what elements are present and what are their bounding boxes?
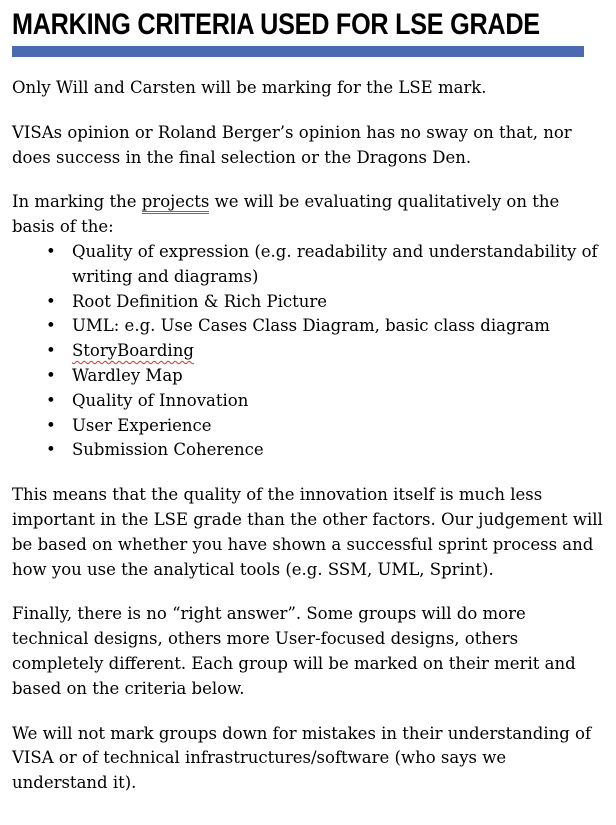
paragraph-evaluating-basis: [12, 190, 604, 240]
paragraph-no-markdown-for-mistakes: We will not mark groups down for mistakes in their understanding of VISA or of technical infrastructures/software (who says we understand it).: [12, 723, 592, 793]
page-title-text: MARKING CRITERIA USED FOR LSE GRADE: [12, 8, 540, 41]
paragraph-marking-by: Only Will and Carsten will be marking for the LSE mark.: [12, 78, 487, 97]
criteria-item-submission-coherence: • Submission Coherence: [72, 438, 604, 463]
criteria-item-user-experience: • User Experience: [72, 414, 604, 439]
grammar-flagged-word: projects: [142, 192, 210, 214]
criteria-list: [12, 240, 604, 463]
criteria-item-root-definition: • Root Definition & Rich Picture: [72, 290, 604, 315]
paragraph-evaluating-basis-tail: we will be evaluating qualitatively on the basis of the:: [12, 192, 560, 237]
paragraph-no-right-answer: Finally, there is no “right answer”. Some groups will do more technical designs, others more User-focused designs, others completely different. Each group will be marked on their merit and based on the criteria below.: [12, 604, 576, 698]
paragraph-no-sway: VISAs opinion or Roland Berger’s opinion has no sway on that, nor does success in the final selection or the Dragons Den.: [12, 122, 572, 167]
criteria-item-uml: • UML: e.g. Use Cases Class Diagram, basic class diagram: [72, 314, 604, 339]
criteria-item-quality-of-innovation: • Quality of Innovation: [72, 389, 604, 414]
title-underline-bar: [12, 46, 584, 57]
paragraph-evaluating-basis-lead: In marking the: [12, 192, 142, 212]
page-title: [12, 9, 604, 40]
criteria-item-wardley-map: • Wardley Map: [72, 364, 604, 389]
paragraph-innovation-weight: This means that the quality of the innovation itself is much less important in the LSE grade than the other factors. Our judgement will be based on whether you have shown a successful sprint process and how you use the analytical tools (e.g. SSM, UML, Sprint).: [12, 485, 603, 579]
criteria-item-storyboarding: • StoryBoarding: [72, 339, 604, 364]
criteria-item-quality-of-expression: • Quality of expression (e.g. readability and understandability of writing and diagrams): [72, 240, 604, 290]
